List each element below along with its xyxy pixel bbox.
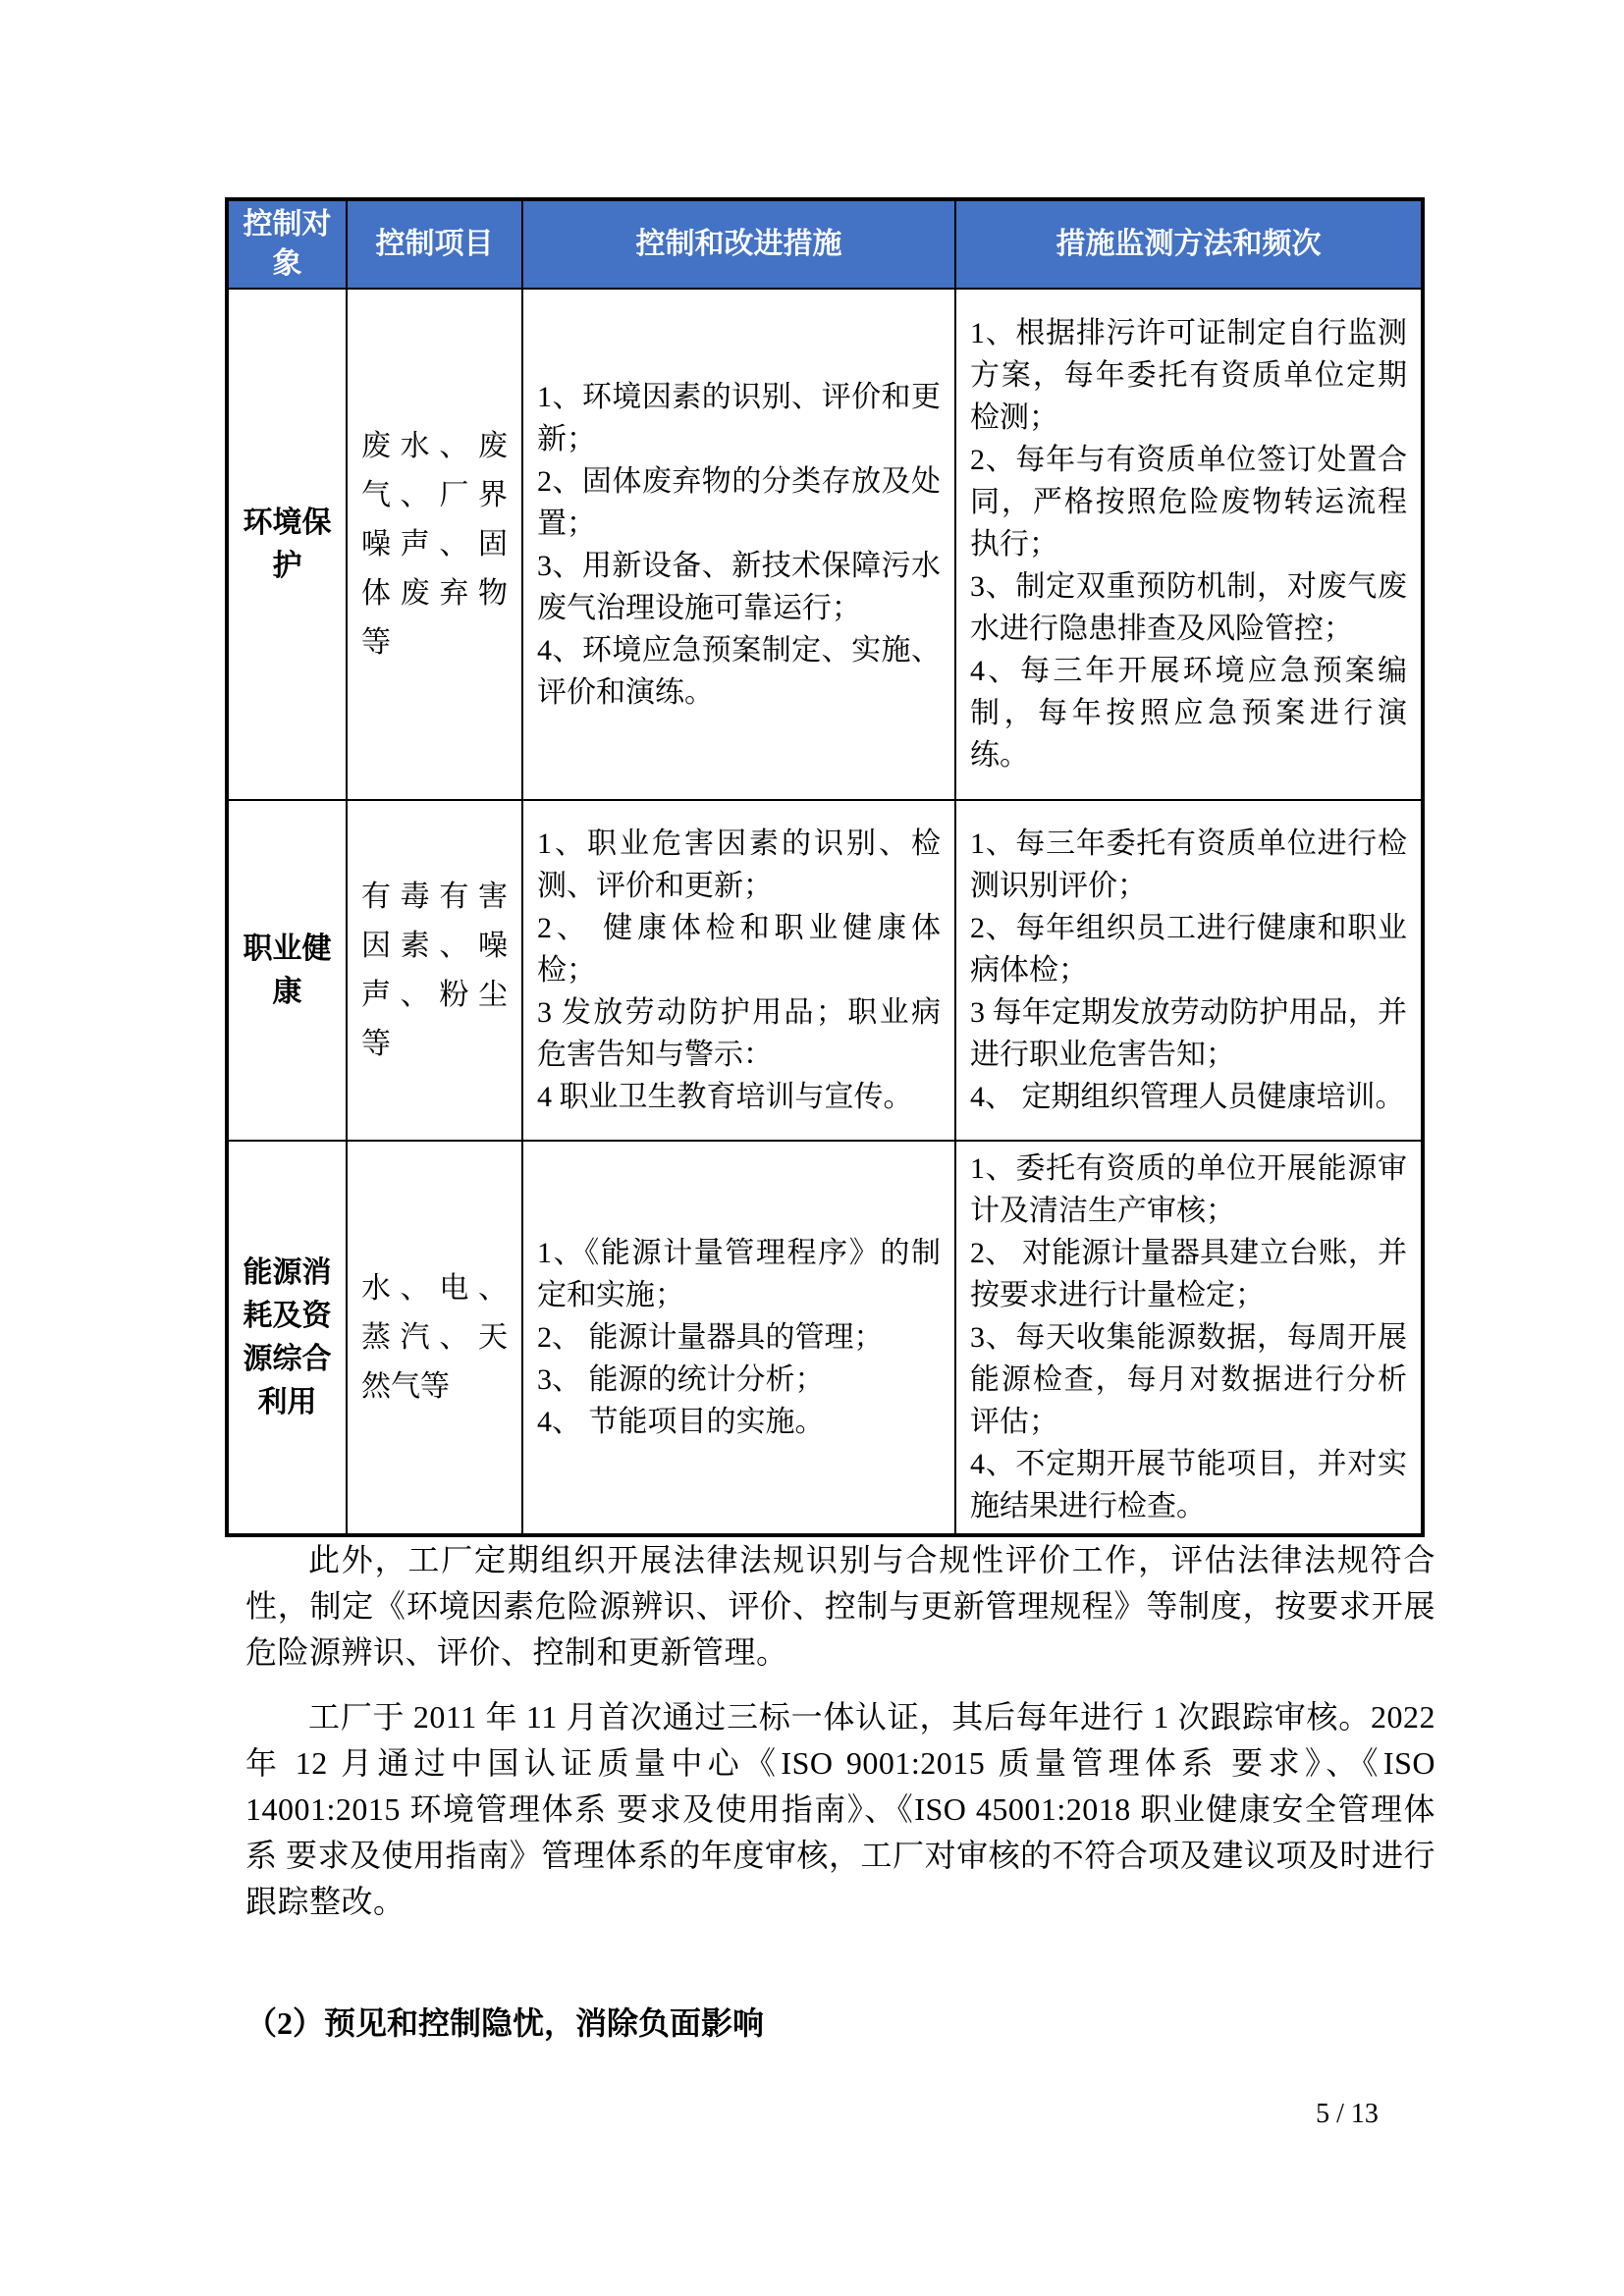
- list-item: 3、用新设备、新技术保障污水废气治理设施可靠运行；: [537, 549, 941, 624]
- list-item: 2、 健康体检和职业健康体检；: [537, 912, 941, 987]
- cell-measures-energy: [522, 1141, 955, 1535]
- paragraph-compliance: 此外，工厂定期组织开展法律法规识别与合规性评价工作，评估法律法规符合性，制定《环境因素危险源辨识、评价、控制与更新管理规程》等制度，按要求开展危险源辨识、评价、控制和更新管理。: [245, 1542, 1435, 1670]
- list-item: 1、环境因素的识别、评价和更新；: [537, 380, 941, 455]
- list-item: 4、每三年开展环境应急预案编制，每年按照应急预案进行演练。: [970, 655, 1407, 772]
- list-item: 1、《能源计量管理程序》的制定和实施；: [537, 1237, 941, 1311]
- cell-item-occupational-health: 有毒有害因素、噪声、粉尘等: [347, 800, 522, 1141]
- list-item: 3、制定双重预防机制，对废气废水进行隐患排查及风险管控；: [970, 570, 1407, 645]
- cell-object-environment: 环境保护: [227, 289, 347, 800]
- list-item: 1、每三年委托有资质单位进行检测识别评价；: [970, 828, 1407, 902]
- list-item: 2、 对能源计量器具建立台账，并按要求进行计量检定；: [970, 1237, 1407, 1311]
- table-row-energy: [227, 1141, 1423, 1535]
- list-item: 3、每天收集能源数据，每周开展能源检查，每月对数据进行分析评估；: [970, 1321, 1407, 1438]
- list-item: 4、 节能项目的实施。: [537, 1406, 825, 1438]
- list-item: 3 每年定期发放劳动防护用品，并进行职业危害告知；: [970, 996, 1407, 1071]
- cell-monitoring-energy: [955, 1141, 1423, 1535]
- list-item: 2、固体废弃物的分类存放及处置；: [537, 464, 941, 540]
- header-measures: 控制和改进措施: [522, 199, 955, 289]
- header-control-item: 控制项目: [347, 199, 522, 289]
- list-item: 1、委托有资质的单位开展能源审计及清洁生产审核；: [970, 1152, 1407, 1227]
- list-item: 1、根据排污许可证制定自行监测方案，每年委托有资质单位定期检测；: [970, 317, 1407, 434]
- cell-measures-occupational-health: [522, 800, 955, 1141]
- cell-item-environment: 废水、废气、厂界噪声、固体废弃物等: [347, 289, 522, 800]
- table-row-occupational-health: [227, 800, 1423, 1141]
- table-row-environment: [227, 289, 1423, 800]
- list-item: 4、 定期组织管理人员健康培训。: [970, 1081, 1405, 1113]
- cell-monitoring-occupational-health: [955, 800, 1423, 1141]
- list-item: 3 发放劳动防护用品；职业病危害告知与警示：: [537, 996, 941, 1071]
- list-item: 2、每年与有资质单位签订处置合同，严格按照危险废物转运流程执行；: [970, 444, 1407, 561]
- header-control-object: 控制对象: [227, 199, 347, 289]
- list-item: 4、环境应急预案制定、实施、评价和演练。: [537, 633, 941, 709]
- list-item: 2、 能源计量器具的管理；: [537, 1321, 884, 1354]
- page-number: 5 / 13: [1316, 2099, 1379, 2129]
- list-item: 3、 能源的统计分析；: [537, 1363, 825, 1396]
- cell-object-occupational-health: 职业健康: [227, 800, 347, 1141]
- list-item: 1、职业危害因素的识别、检测、评价和更新；: [537, 828, 941, 902]
- table-header-row: [227, 199, 1423, 289]
- header-monitoring: 措施监测方法和频次: [955, 199, 1423, 289]
- cell-measures-environment: [522, 289, 955, 800]
- section-heading: （2）预见和控制隐忧，消除负面影响: [245, 2005, 765, 2041]
- list-item: 4 职业卫生教育培训与宣传。: [537, 1081, 913, 1113]
- cell-item-energy: 水、电、蒸汽、天然气等: [347, 1141, 522, 1535]
- list-item: 2、每年组织员工进行健康和职业病体检；: [970, 912, 1407, 987]
- list-item: 4、不定期开展节能项目，并对实施结果进行检查。: [970, 1448, 1407, 1522]
- control-table: [225, 197, 1425, 1537]
- cell-monitoring-environment: [955, 289, 1423, 800]
- cell-object-energy: 能源消耗及资源综合利用: [227, 1141, 347, 1535]
- paragraph-certification: 工厂于 2011 年 11 月首次通过三标一体认证，其后每年进行 1 次跟踪审核。2022 年 12 月通过中国认证质量中心《ISO 9001:2015 质量管理体系 要求》、《ISO 14001:2015 环境管理体系 要求及使用指南》、《ISO 45001:2018 职业健康安全管理体系 要求及使用指南》管理体系的年度审核，工厂对审核的不符合项及建议项及时进行跟踪整改。: [245, 1699, 1435, 1919]
